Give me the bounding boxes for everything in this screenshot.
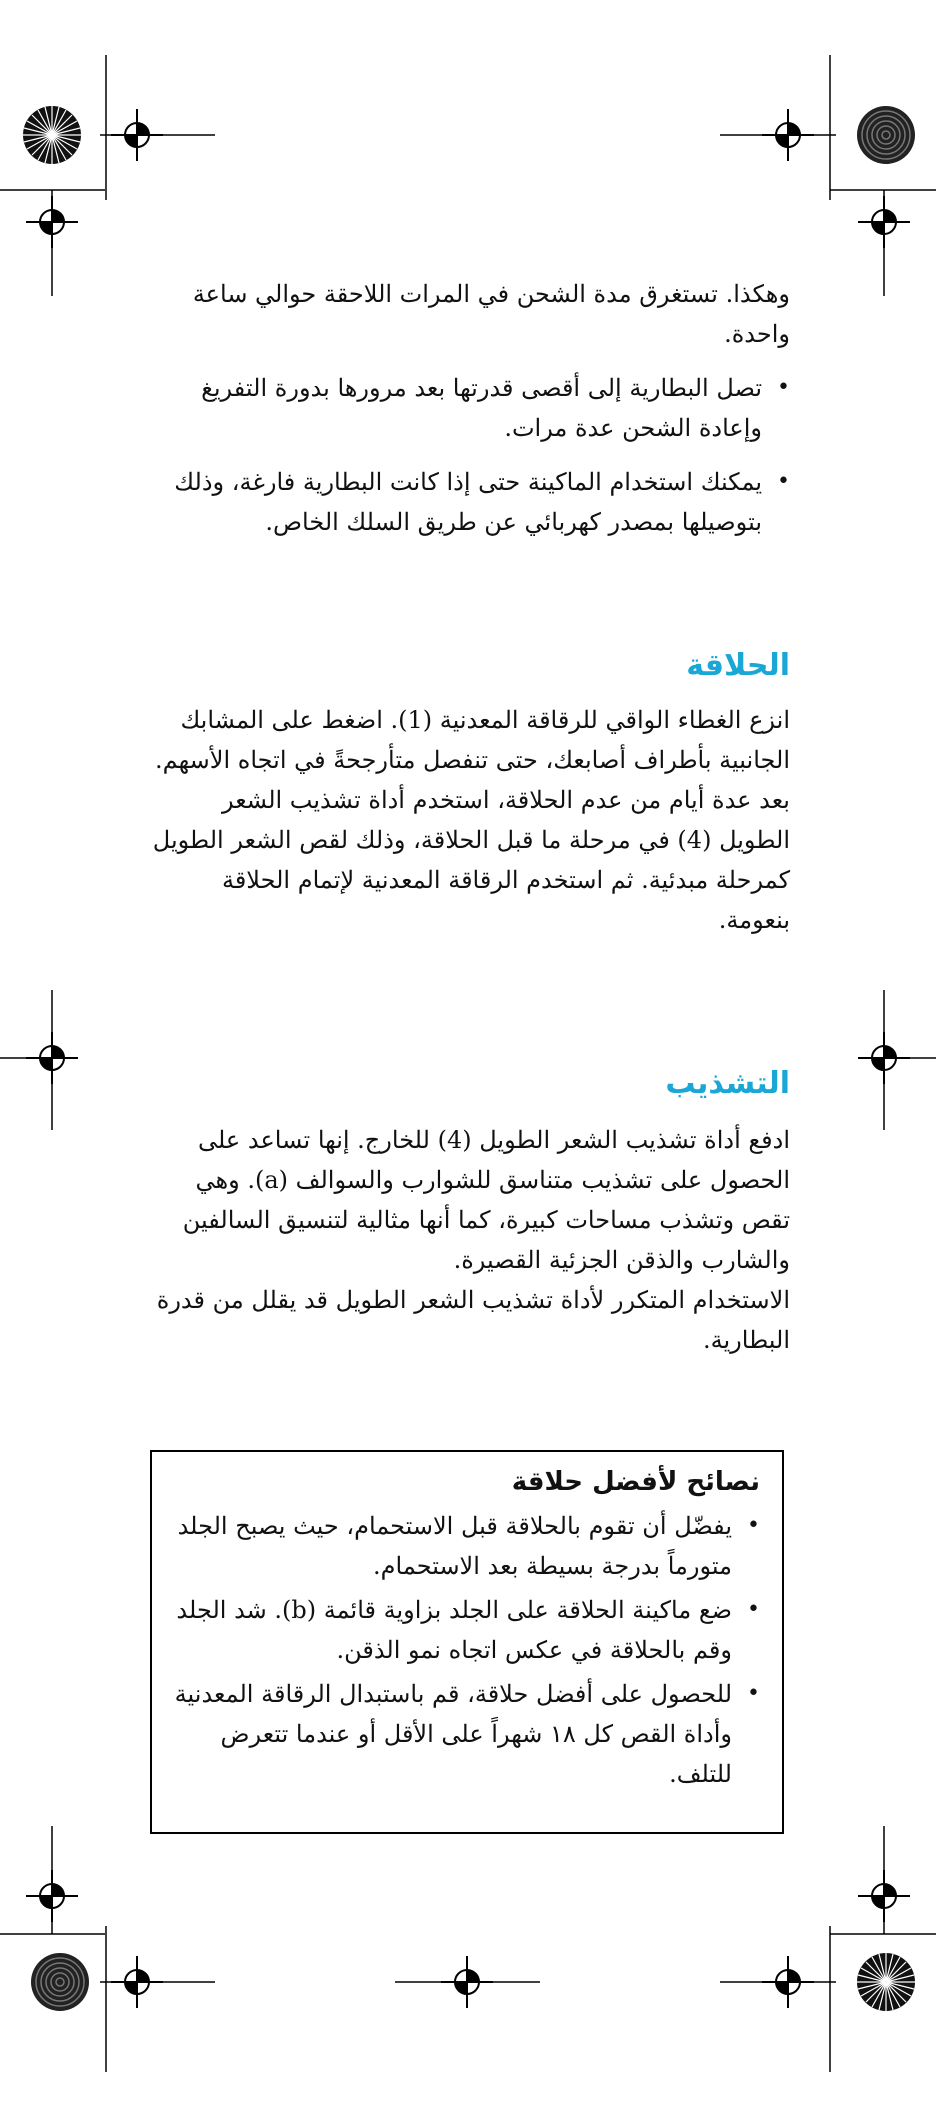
battery-notes <box>150 274 790 556</box>
tips-box <box>150 1450 784 1834</box>
list-item: • للحصول على أفضل حلاقة، قم باستبدال الرقاقة المعدنية وأداة القص كل ١٨ شهراً على الأقل أو عندما تتعرض للتلف. <box>174 1674 760 1794</box>
trimming-heading: التشذيب <box>665 1066 790 1101</box>
tips-list <box>174 1506 760 1794</box>
list-item: • يمكنك استخدام الماكينة حتى إذا كانت البطارية فارغة، وذلك بتوصيلها بمصدر كهربائي عن طريق السلك الخاص. <box>150 462 790 542</box>
trimming-paragraph: الاستخدام المتكرر لأداة تشذيب الشعر الطويل قد يقلل من قدرة البطارية. <box>156 1286 790 1354</box>
battery-bullet-list <box>150 368 790 542</box>
trimming-text <box>150 1120 790 1360</box>
list-item: • ضع ماكينة الحلاقة على الجلد بزاوية قائمة (b). شد الجلد وقم بالحلاقة في عكس اتجاه نمو الذقن. <box>174 1590 760 1670</box>
list-item: • يفضّل أن تقوم بالحلاقة قبل الاستحمام، حيث يصبح الجلد متورماً بدرجة بسيطة بعد الاستحمام. <box>174 1506 760 1586</box>
shaving-heading: الحلاقة <box>686 648 790 683</box>
trimming-paragraph: ادفع أداة تشذيب الشعر الطويل (4) للخارج. إنها تساعد على الحصول على تشذيب متناسق للشوارب والسوالف (a). وهي تقص وتشذب مساحات كبيرة، كما أنها مثالية لتنسيق السالفين والشارب والذقن الجزئية القصيرة. <box>182 1126 790 1274</box>
tips-title: نصائح لأفضل حلاقة <box>511 1467 760 1497</box>
list-item: • تصل البطارية إلى أقصى قدرتها بعد مرورها بدورة التفريغ وإعادة الشحن عدة مرات. <box>150 368 790 448</box>
shaving-text <box>150 700 790 940</box>
battery-continuation: وهكذا. تستغرق مدة الشحن في المرات اللاحقة حوالي ساعة واحدة. <box>192 280 790 348</box>
shaving-paragraph: انزع الغطاء الواقي للرقاقة المعدنية (1). اضغط على المشابك الجانبية بأطراف أصابعك، حتى تنفصل متأرجحةً في اتجاه الأسهم. <box>155 706 790 774</box>
shaving-paragraph: بعد عدة أيام من عدم الحلاقة، استخدم أداة تشذيب الشعر الطويل (4) في مرحلة ما قبل الحلاقة، وذلك لقص الشعر الطويل كمرحلة مبدئية. ثم استخدم الرقاقة المعدنية لإتمام الحلاقة بنعومة. <box>152 786 790 934</box>
